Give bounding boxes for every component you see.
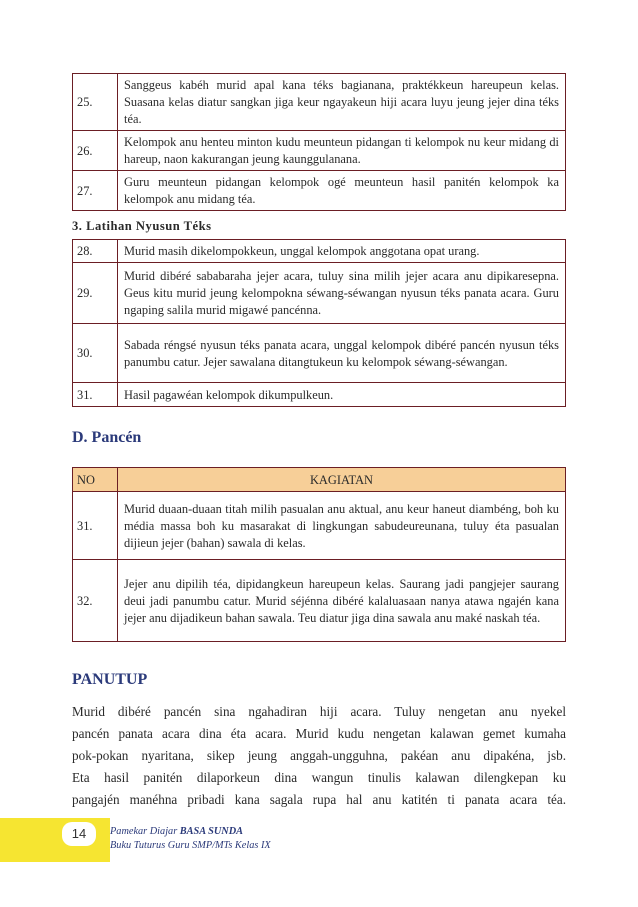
- table-row: [73, 560, 566, 642]
- row-text: Sanggeus kabéh murid apal kana téks bagianana, praktékkeun hareupeun kelas. Suasana kelas diatur sangkan jiga keur ngayakeun hiji acara luyu jeung jejer dina téks téa.: [118, 74, 566, 131]
- paragraph-line: Eta hasil panitén dilaporkeun dina wangun tinulis kalawan dilengkepan ku: [72, 770, 566, 785]
- table-row: [73, 171, 566, 211]
- row-text: Murid dibéré sababaraha jejer acara, tuluy sina milih jejer acara anu dipikaresepna. Geus kitu murid jeung kelompokna séwang-séwangan nyusun téks panata acara. Guru ngaping salila murid migawé pancénna.: [118, 263, 566, 324]
- section-title-pancen: D. Pancén: [72, 429, 142, 446]
- subheading-latihan: 3. Latihan Nyusun Téks: [72, 219, 212, 233]
- row-number: 29.: [73, 263, 118, 324]
- row-text: Guru meunteun pidangan kelompok ogé meunteun hasil panitén kelompok ka kelompok anu midang téa.: [118, 171, 566, 211]
- table-row: [73, 240, 566, 263]
- row-text: Hasil pagawéan kelompok dikumpulkeun.: [118, 383, 566, 407]
- row-number: 25.: [73, 74, 118, 131]
- footer-title-prefix: Pamekar Diajar: [110, 826, 180, 837]
- row-text: Jejer anu dipilih téa, dipidangkeun hareupeun kelas. Saurang jadi pangjejer saurang deui jadi panumbu catur. Murid séjénna dibéré kalaluasaan nanya atawa ngajén kana jejer anu dijadikeun bahan sawala. Teu diatur jiga dina sawala anu maké naskah téa.: [118, 560, 566, 642]
- row-text: Sabada réngsé nyusun téks panata acara, unggal kelompok dibéré pancén nyusun téks panumbu catur. Jejer sawalana ditangtukeun ku kelompok séwang-séwangan.: [118, 324, 566, 383]
- activity-table-top: [72, 73, 566, 211]
- paragraph-line: pancén panata acara dina éta acara. Murid kudu nengetan kalawan gemet kumaha: [72, 726, 566, 741]
- page-number: 14: [62, 822, 96, 846]
- row-text: Murid masih dikelompokkeun, unggal kelompok anggotana opat urang.: [118, 240, 566, 263]
- table-row: [73, 324, 566, 383]
- row-number: 26.: [73, 131, 118, 171]
- paragraph-line: pok-pokan nyaritana, sikep jeung anggah-ungguhna, pakéan anu dipakéna, jsb.: [72, 748, 566, 763]
- row-number: 27.: [73, 171, 118, 211]
- row-text: Murid duaan-duaan titah milih pasualan anu aktual, anu keur haneut diambéng, boh ku média massa boh ku masarakat di lingkungan sabudeureunana, tuluy éta pasualan dijieun jejer (bahan) sawala di kelas.: [118, 492, 566, 560]
- row-number: 31.: [73, 383, 118, 407]
- pancen-table: [72, 467, 566, 642]
- footer-title-bold: BASA SUNDA: [179, 826, 244, 837]
- row-text: Kelompok anu henteu minton kudu meunteun pidangan ti kelompok nu keur midang di hareup, naon kakurangan jeung kaunggulanana.: [118, 131, 566, 171]
- row-number: 30.: [73, 324, 118, 383]
- row-number: 28.: [73, 240, 118, 263]
- paragraph-line: Murid dibéré pancén sina ngahadiran hiji acara. Tuluy nengetan anu nyekel: [72, 704, 566, 719]
- row-number: 32.: [73, 560, 118, 642]
- row-number: 31.: [73, 492, 118, 560]
- activity-table-latihan: [72, 239, 566, 407]
- table-row: [73, 263, 566, 324]
- footer-book-title: [110, 826, 243, 837]
- table-row: [73, 131, 566, 171]
- header-no: NO: [73, 468, 118, 492]
- table-row: [73, 74, 566, 131]
- footer-book-subtitle: Buku Tuturus Guru SMP/MTs Kelas IX: [110, 840, 271, 851]
- table-row: [73, 383, 566, 407]
- paragraph-line: pangajén manéhna pribadi kana sagala rupa hal anu katitén ti panata acara téa.: [72, 792, 566, 807]
- header-kagiatan: KAGIATAN: [118, 468, 566, 492]
- section-title-panutup: PANUTUP: [72, 671, 148, 688]
- table-header-row: [73, 468, 566, 492]
- table-row: [73, 492, 566, 560]
